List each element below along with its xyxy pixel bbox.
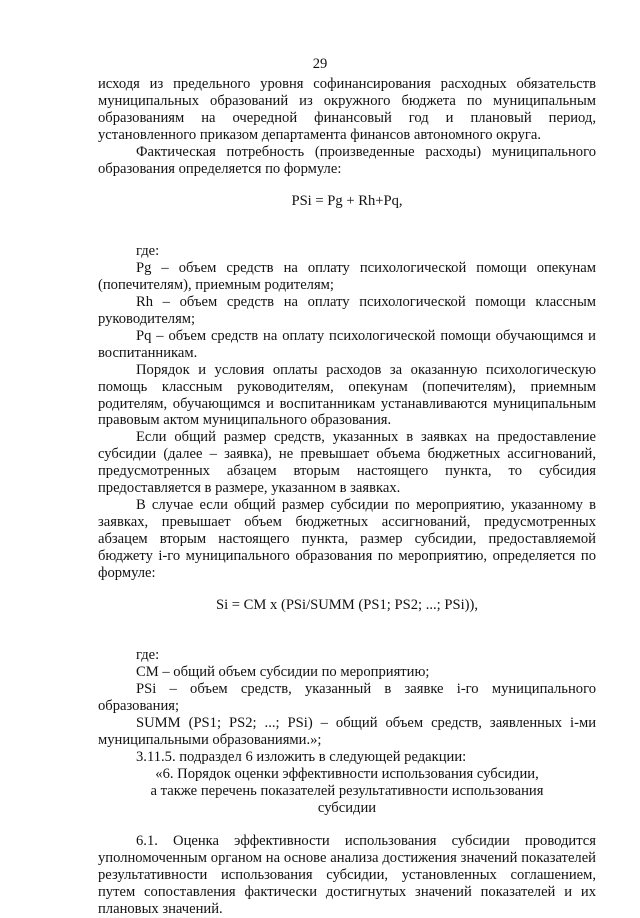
definition-rh: Rh – объем средств на оплату психологической помощи классным руководителям; (98, 294, 596, 327)
paragraph-subsection-amend: 3.11.5. подраздел 6 изложить в следующей редакции: (136, 748, 467, 765)
definition-pq: Pq – объем средств на оплату психологической помощи обучающимся и воспитанникам. (98, 327, 596, 361)
paragraph-evaluation: 6.1. Оценка эффективности использования субсидии проводится уполномоченным органом на основе анализа достижения значений показателей результативности использования субсидии, установленных соглашением, путем сопоставления фактически достигнутых значений показателей и их плановых значений. (98, 833, 596, 918)
paragraph-over-budget: В случае если общий размер субсидии по мероприятию, указанному в заявках, превышает объем бюджетных ассигнований, предусмотренных абзацем вторым настоящего пункта, размер субсидии, предоставляемой бюджету i-го муниципального образования по мероприятию, определяется по формуле: (98, 496, 596, 581)
document-body (98, 76, 596, 918)
paragraph-actual-need: Фактическая потребность (произведенные расходы) муниципального образования определяется по формуле: (98, 143, 596, 177)
formula-si: Si = СМ х (PSi/SUMM (PS1; PS2; ...; PSi)), (215, 597, 479, 614)
definition-cm: СМ – общий объем субсидии по мероприятию; (136, 664, 430, 681)
formula-psi: PSi = Pg + Rh+Pq, (291, 193, 403, 210)
page-number: 29 (312, 56, 328, 72)
where-label-2: где: (136, 647, 160, 664)
section-title-line-3: субсидии (317, 799, 377, 816)
definition-psi: PSi – объем средств, указанный в заявке i-го муниципального образования; (98, 681, 596, 715)
definition-summ: SUMM (PS1; PS2; ...; PSi) – общий объем средств, заявленных i-ми муниципальными образованиями.»; (98, 715, 596, 748)
section-title-line-2: а также перечень показателей результативности использования (150, 782, 544, 799)
definition-pg: Pg – объем средств на оплату психологической помощи опекунам (попечителям), приемным родителям; (98, 260, 596, 294)
paragraph-payment-order: Порядок и условия оплаты расходов за оказанную психологическую помощь классным руководителям, опекунам (попечителям), приемным родителям, обучающимся и воспитанникам устанавливаются муниципальным правовым актом муниципального образования. (98, 361, 596, 429)
section-title-line-1: «6. Порядок оценки эффективности использования субсидии, (155, 765, 539, 782)
paragraph-within-budget: Если общий размер средств, указанных в заявках на предоставление субсидии (далее – заявка), не превышает объема бюджетных ассигнований, предусмотренных абзацем вторым настоящего пункта, то субсидия предоставляется в размере, указанном в заявках. (98, 429, 596, 497)
paragraph-cofinancing: исходя из предельного уровня софинансирования расходных обязательств муниципальных образований из окружного бюджета по муниципальным образованиям на очередной финансовый год и плановый период, установленного приказом департамента финансов автономного округа. (98, 76, 596, 143)
where-label-1: где: (136, 243, 160, 260)
